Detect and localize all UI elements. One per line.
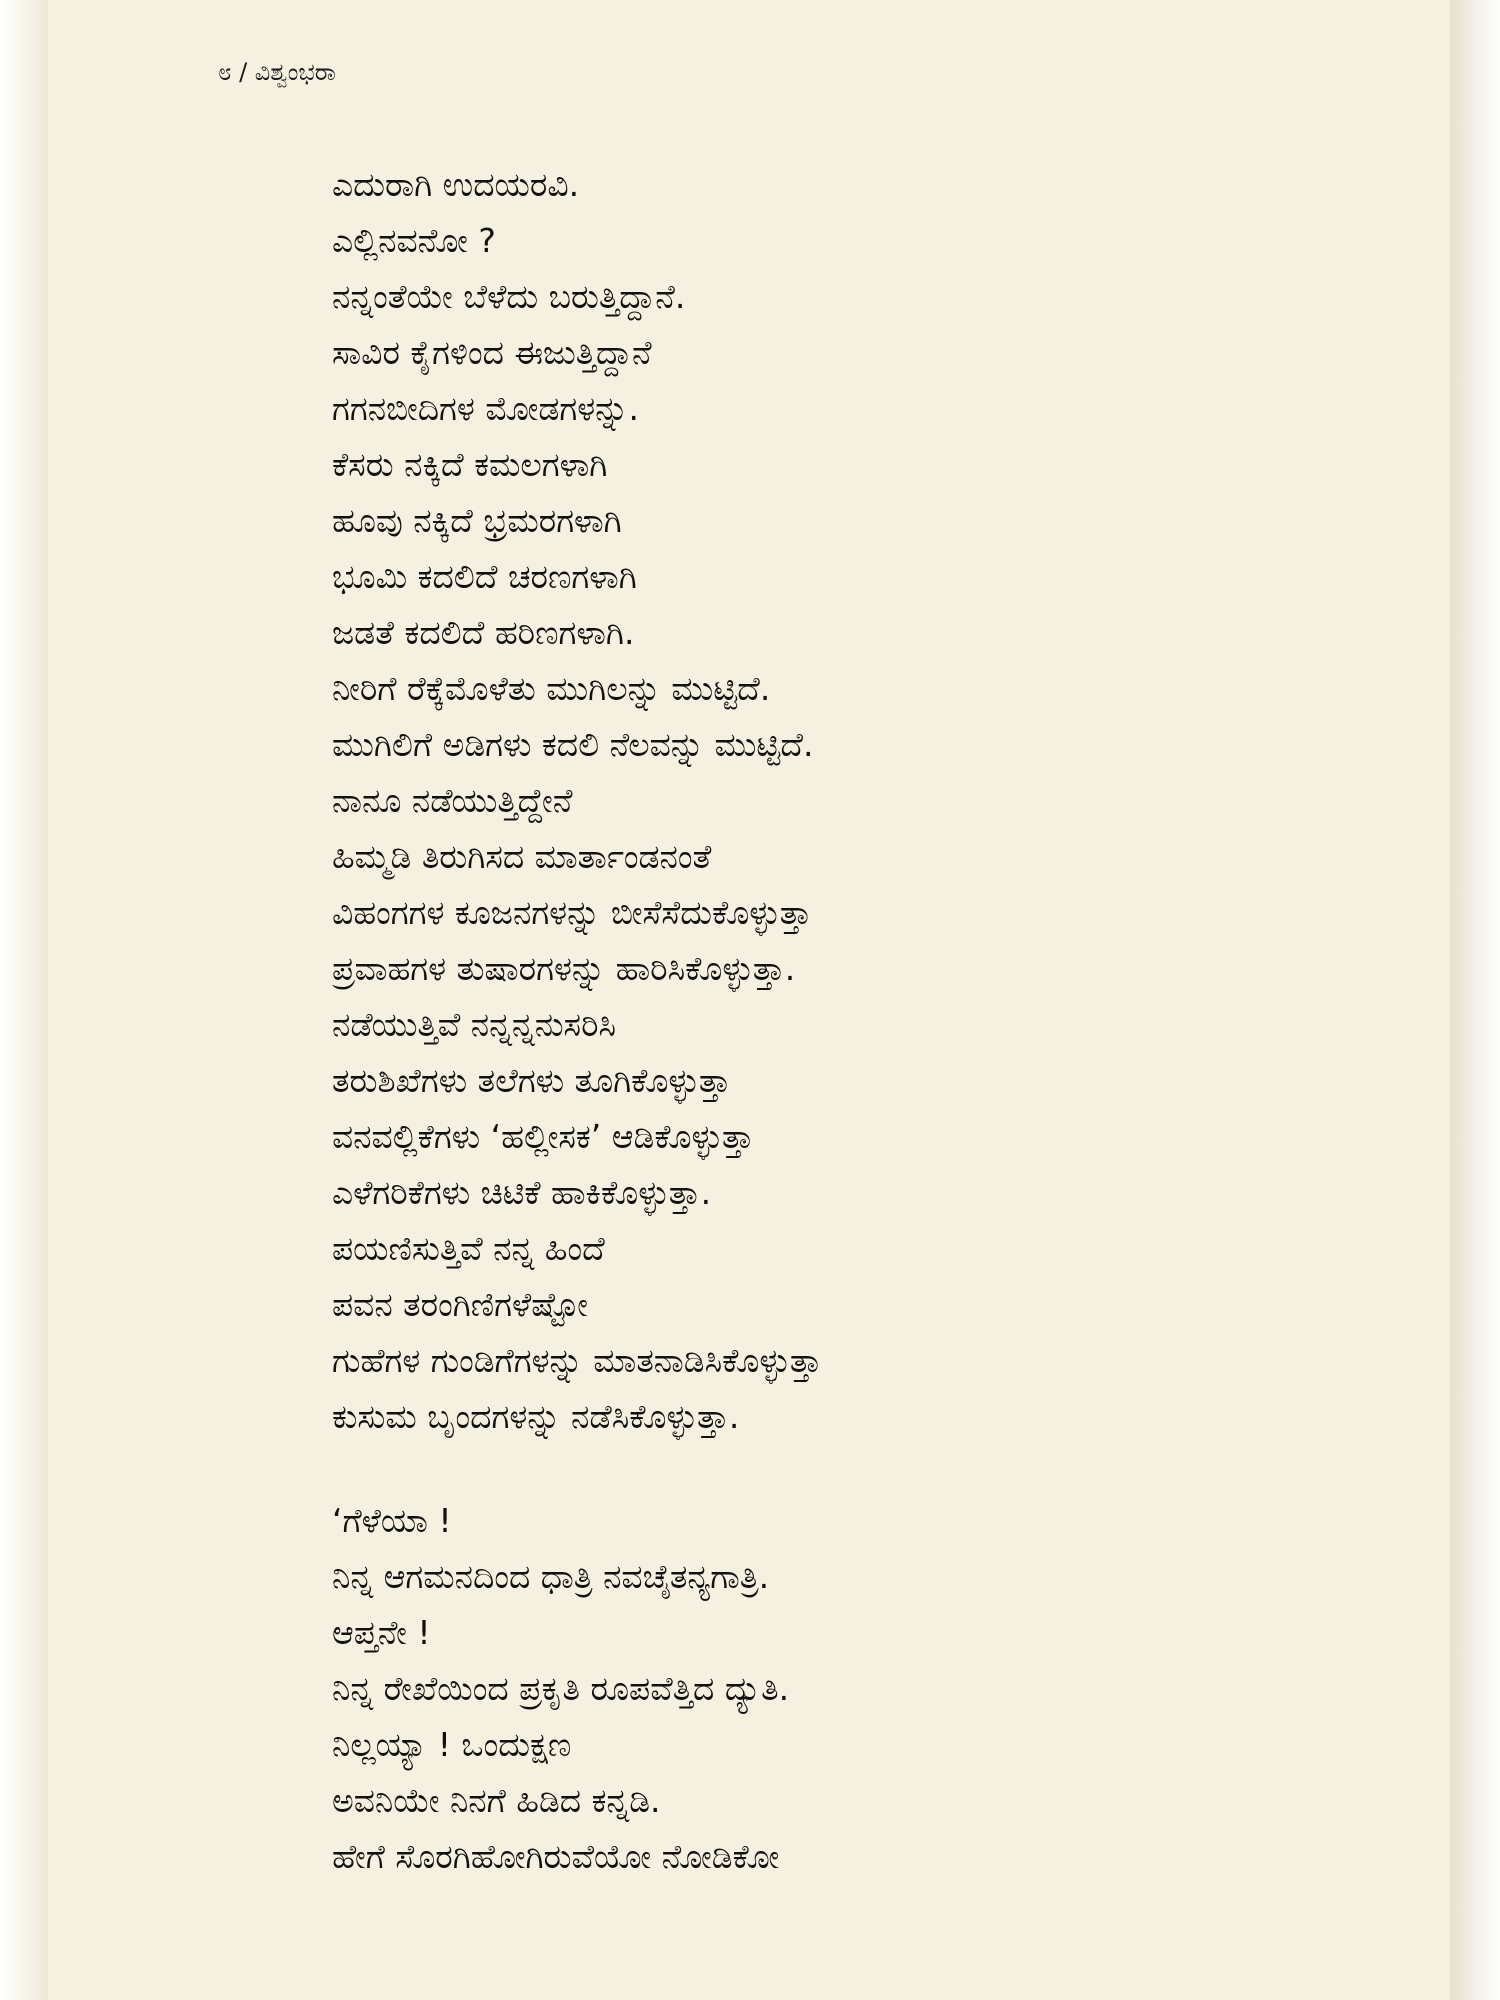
poem-line: ನಿಲ್ಲಯ್ಯಾ ! ಒಂದುಕ್ಷಣ xyxy=(332,1725,572,1764)
poem-line: ನಾನೂ ನಡೆಯುತ್ತಿದ್ದೇನೆ xyxy=(332,781,573,820)
poem-line: ಗಗನಬೀದಿಗಳ ಮೋಡಗಳನ್ನು. xyxy=(332,389,639,428)
poem-line: ಎದುರಾಗಿ ಉದಯರವಿ. xyxy=(332,165,580,204)
poem-line: ಹೂವು ನಕ್ಕಿದೆ ಭ್ರಮರಗಳಾಗಿ xyxy=(332,501,622,540)
poem-line: ನನ್ನಂತೆಯೇ ಬೆಳೆದು ಬರುತ್ತಿದ್ದಾನೆ. xyxy=(332,277,686,316)
stanza-break xyxy=(332,1445,1412,1493)
poem-line: ಹೇಗೆ ಸೊರಗಿಹೋಗಿರುವೆಯೋ ನೋಡಿಕೋ xyxy=(332,1837,780,1876)
poem-line: ನೀರಿಗೆ ರೆಕ್ಕೆಮೊಳೆತು ಮುಗಿಲನ್ನು ಮುಟ್ಟಿದೆ. xyxy=(332,669,771,708)
poem-line: ವನವಲ್ಲಿಕೆಗಳು ‘ಹಲ್ಲೀಸಕ’ ಆಡಿಕೊಳ್ಳುತ್ತಾ xyxy=(332,1117,754,1156)
poem-body xyxy=(332,157,1412,1885)
poem-line: ನಿನ್ನ ಆಗಮನದಿಂದ ಧಾತ್ರಿ ನವಚೈತನ್ಯಗಾತ್ರಿ. xyxy=(332,1557,770,1596)
poem-line: ನಿನ್ನ ರೇಖೆಯಿಂದ ಪ್ರಕೃತಿ ರೂಪವೆತ್ತಿದ ದ್ಯುತಿ. xyxy=(332,1669,790,1708)
poem-line: ಭೂಮಿ ಕದಲಿದೆ ಚರಣಗಳಾಗಿ xyxy=(332,557,637,596)
poem-line: ಗುಹೆಗಳ ಗುಂಡಿಗೆಗಳನ್ನು ಮಾತನಾಡಿಸಿಕೊಳ್ಳುತ್ತಾ xyxy=(332,1341,822,1380)
poem-line: ಅವನಿಯೇ ನಿನಗೆ ಹಿಡಿದ ಕನ್ನಡಿ. xyxy=(332,1781,661,1820)
poem-line: ಕೆಸರು ನಕ್ಕಿದೆ ಕಮಲಗಳಾಗಿ xyxy=(332,445,608,484)
scan-margin-left xyxy=(0,0,48,2000)
poem-line: ಹಿಮ್ಮಡಿ ತಿರುಗಿಸದ ಮಾರ್ತಾಂಡನಂತೆ xyxy=(332,837,712,876)
poem-line: ಎಳೆಗರಿಕೆಗಳು ಚಿಟಿಕೆ ಹಾಕಿಕೊಳ್ಳುತ್ತಾ. xyxy=(332,1173,712,1212)
poem-line: ಪವನ ತರಂಗಿಣಿಗಳೆಷ್ಟೋ xyxy=(332,1285,588,1324)
running-head: ೮ / ವಿಶ್ವಂಭರಾ xyxy=(218,58,336,86)
poem-line: ‘ಗೆಳೆಯಾ ! xyxy=(332,1501,452,1540)
poem-line: ಕುಸುಮ ಬೃಂದಗಳನ್ನು ನಡೆಸಿಕೊಳ್ಳುತ್ತಾ. xyxy=(332,1397,740,1436)
poem-line: ಪಯಣಿಸುತ್ತಿವೆ ನನ್ನ ಹಿಂದೆ xyxy=(332,1229,605,1268)
poem-line: ಜಡತೆ ಕದಲಿದೆ ಹರಿಣಗಳಾಗಿ. xyxy=(332,613,635,652)
poem-line: ನಡೆಯುತ್ತಿವೆ ನನ್ನನ್ನನುಸರಿಸಿ xyxy=(332,1005,617,1044)
poem-line: ಪ್ರವಾಹಗಳ ತುಷಾರಗಳನ್ನು ಹಾರಿಸಿಕೊಳ್ಳುತ್ತಾ. xyxy=(332,949,796,988)
poem-line: ವಿಹಂಗಗಳ ಕೂಜನಗಳನ್ನು ಬೀಸೆಸೆದುಕೊಳ್ಳುತ್ತಾ xyxy=(332,893,812,932)
poem-line: ಆಪ್ತನೇ ! xyxy=(332,1613,431,1652)
scan-margin-right xyxy=(1450,0,1500,2000)
poem-line: ಸಾವಿರ ಕೈಗಳಿಂದ ಈಜುತ್ತಿದ್ದಾನೆ xyxy=(332,333,652,372)
poem-line: ಮುಗಿಲಿಗೆ ಅಡಿಗಳು ಕದಲಿ ನೆಲವನ್ನು ಮುಟ್ಟಿದೆ. xyxy=(332,725,814,764)
poem-line: ಎಲ್ಲಿನವನೋ ? xyxy=(332,221,496,260)
poem-line: ತರುಶಿಖೆಗಳು ತಲೆಗಳು ತೂಗಿಕೊಳ್ಳುತ್ತಾ xyxy=(332,1061,731,1100)
